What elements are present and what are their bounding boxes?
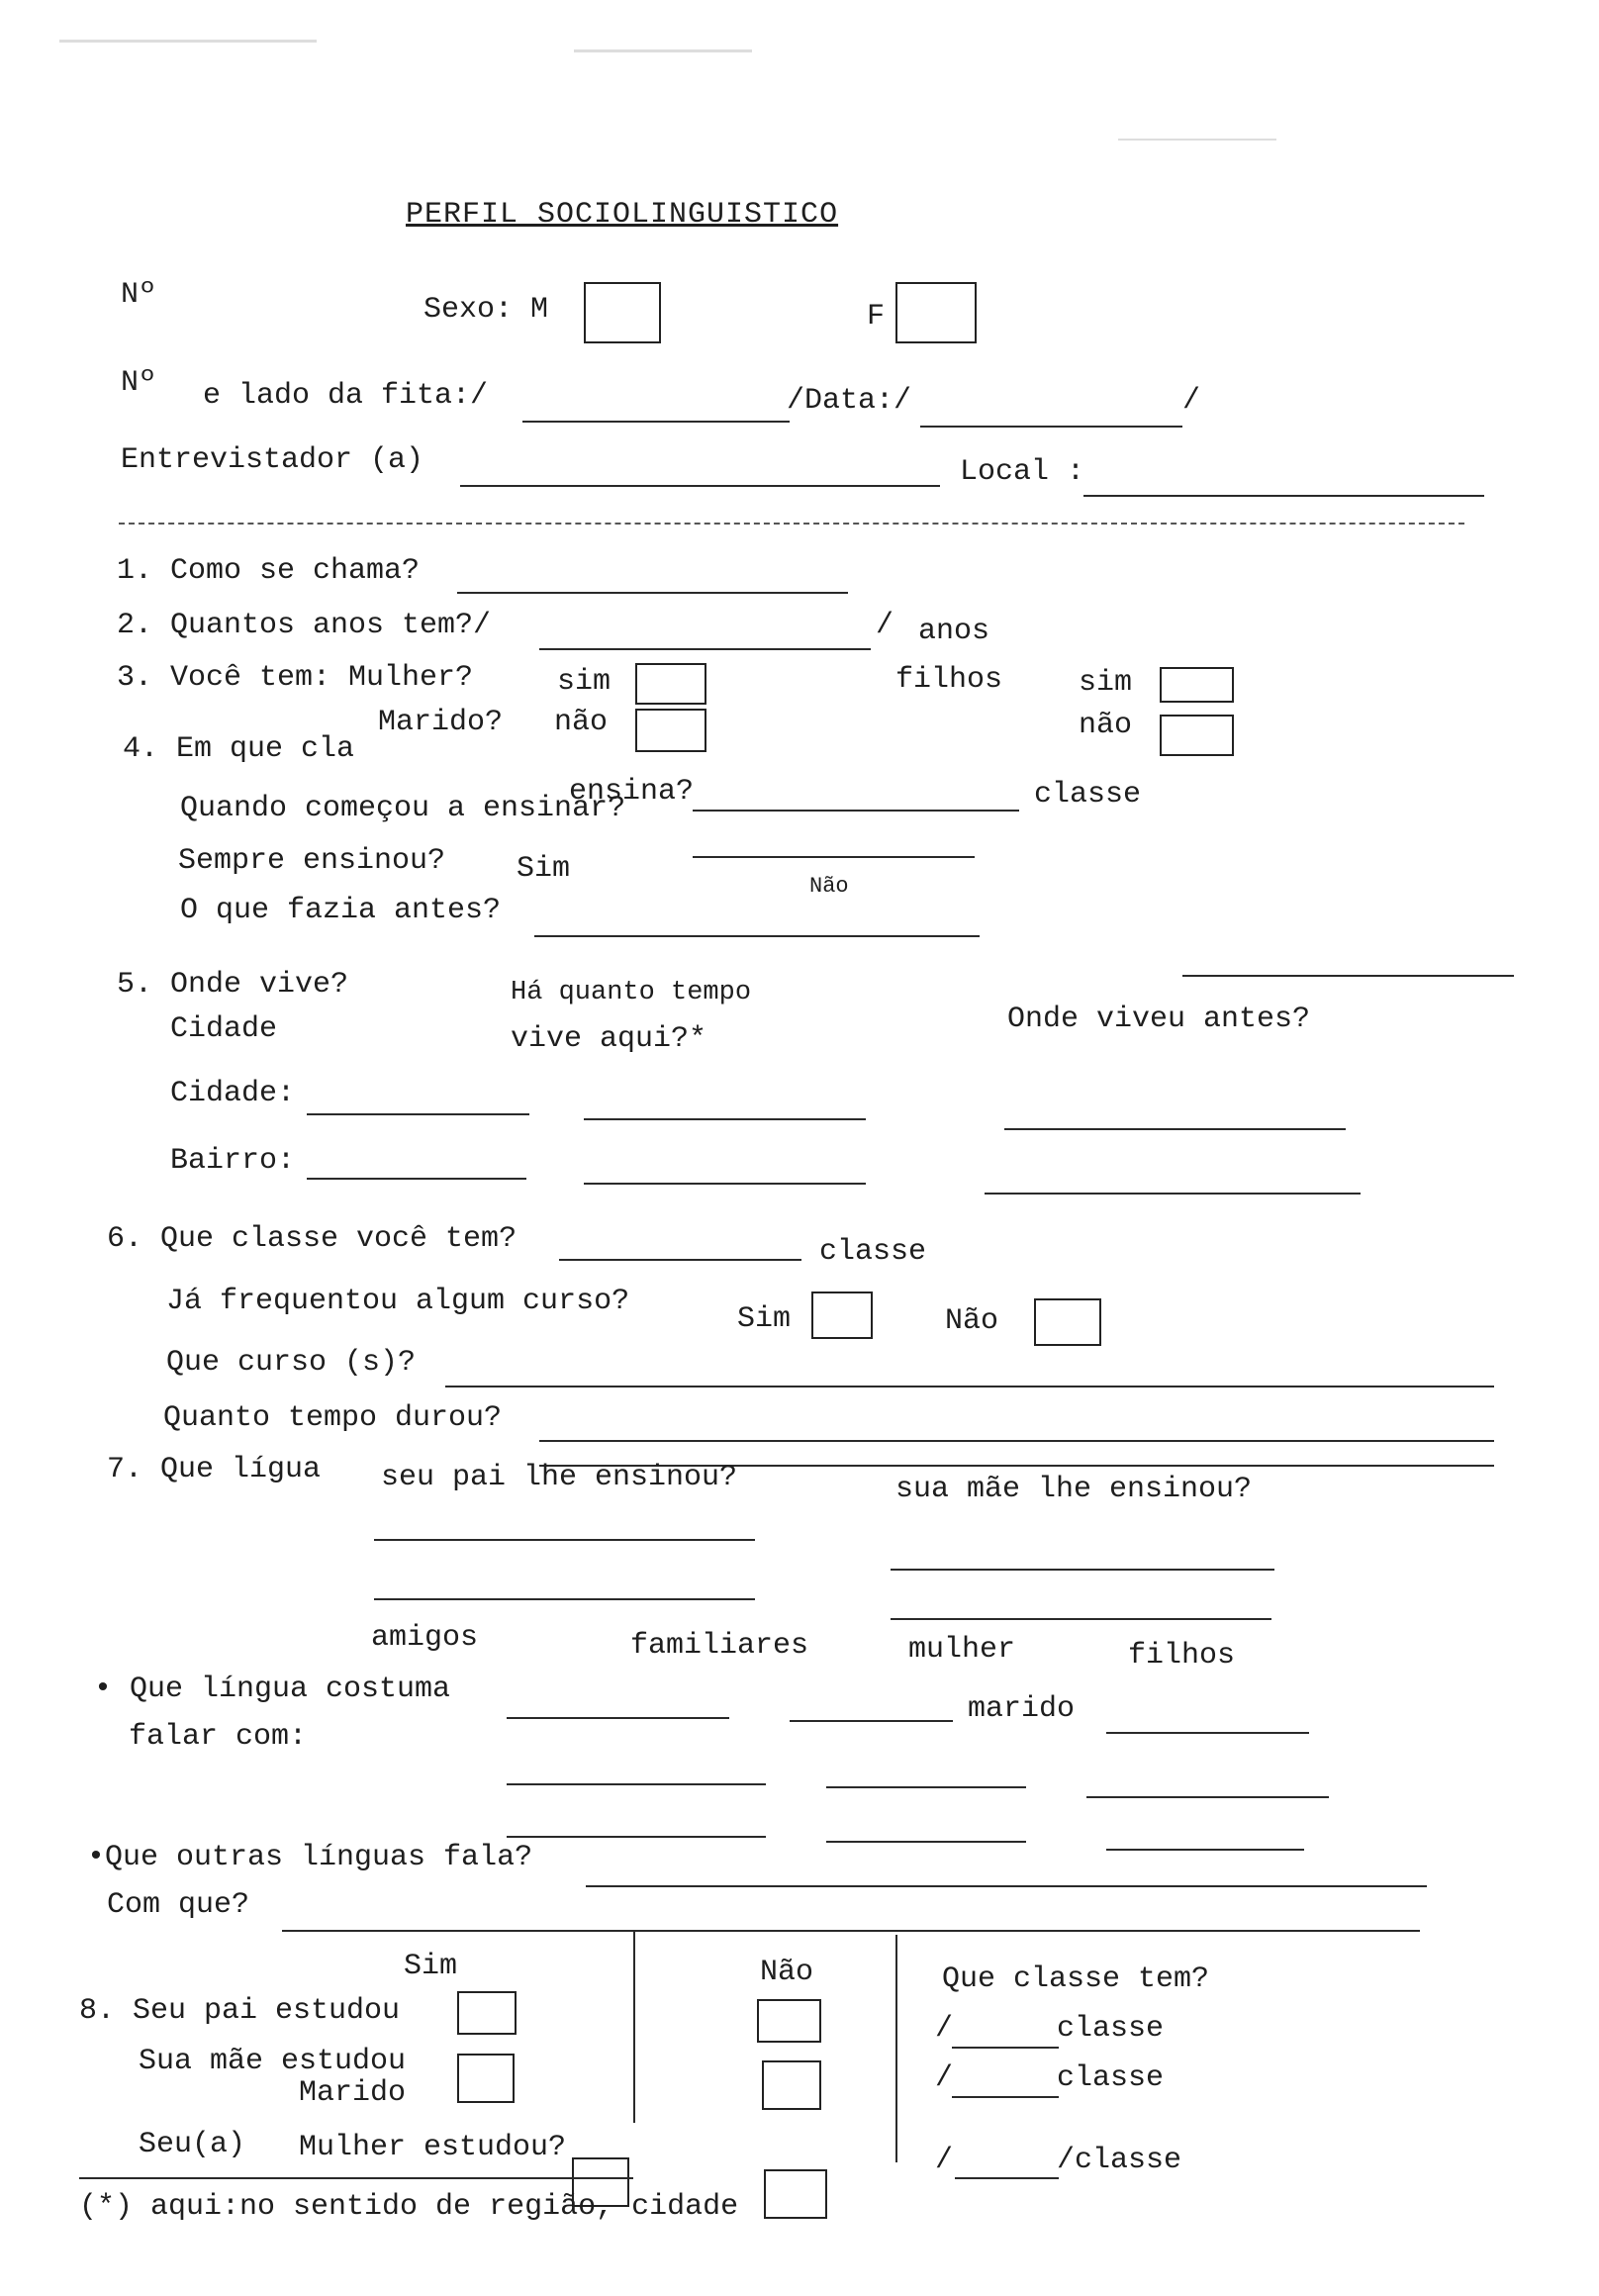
q8-divider-left	[633, 1930, 635, 2123]
q6-sim-checkbox[interactable]	[811, 1292, 873, 1339]
q1-label: 1. Como se chama?	[117, 554, 421, 588]
q7-row2-a[interactable]	[507, 1783, 766, 1785]
q6-classe: classe	[819, 1235, 927, 1269]
tape-number-label: Nº	[121, 366, 157, 400]
q8-divider-right	[895, 1935, 897, 2162]
q7-mulher: mulher	[908, 1633, 1016, 1667]
sex-label: Sexo: M	[423, 293, 549, 327]
q5-cidade-tempo-field[interactable]	[584, 1118, 866, 1120]
q7-mae-field-1[interactable]	[891, 1569, 1274, 1571]
q5-cidade: Cidade:	[170, 1077, 296, 1110]
q6-classe-field[interactable]	[559, 1259, 801, 1261]
q8-mulher-slash: /	[935, 2144, 954, 2177]
q7-pai-field-1[interactable]	[374, 1539, 755, 1541]
interviewer-label: Entrevistador (a)	[121, 443, 424, 477]
q4-nao: Não	[809, 874, 849, 899]
q8-mulher-classe-field[interactable]	[955, 2177, 1059, 2179]
q8-pai-slash: /	[935, 2012, 954, 2046]
q4-antes-field[interactable]	[534, 935, 980, 937]
q8-nao-head: Não	[760, 1956, 814, 1989]
header-divider	[119, 523, 1464, 525]
q7-outras: •Que outras línguas fala?	[87, 1841, 533, 1874]
q5-bairro-tempo-field[interactable]	[584, 1183, 866, 1185]
q2-unit: anos	[918, 615, 990, 648]
q7-row3-b[interactable]	[826, 1841, 1026, 1843]
q8-mae-slash: /	[935, 2061, 954, 2095]
q7-row2-b[interactable]	[826, 1786, 1026, 1788]
q8-seu-a: Seu(a)	[139, 2128, 246, 2161]
q7-row3-c[interactable]	[1106, 1849, 1304, 1851]
q4-sim: Sim	[517, 852, 571, 886]
q5-ha-quanto: Há quanto tempo	[511, 978, 752, 1007]
local-field[interactable]	[1083, 495, 1484, 497]
date-label: /Data:/	[787, 384, 912, 418]
q3-filhos-nao-checkbox[interactable]	[1160, 715, 1234, 756]
q5-top-rule	[1182, 975, 1514, 977]
q8-pai-classe-field[interactable]	[952, 2047, 1059, 2049]
q4-ensina: ensina?	[569, 775, 695, 809]
q5-cidade-antes-field[interactable]	[1004, 1128, 1346, 1130]
q6-label: 6. Que classe você tem?	[107, 1222, 517, 1256]
q5-cidade-head: Cidade	[170, 1012, 278, 1046]
q7-familiares: familiares	[630, 1629, 809, 1663]
q5-onde-antes: Onde viveu antes?	[1007, 1003, 1311, 1036]
page-title: PERFIL SOCIOLINGUISTICO	[406, 198, 839, 232]
q8-marido: Marido	[299, 2076, 407, 2110]
q8-mae-nao-checkbox[interactable]	[762, 2060, 821, 2110]
q8-mulher: Mulher estudou?	[299, 2131, 567, 2164]
q7-row2-c[interactable]	[1086, 1796, 1329, 1798]
q8-pai: 8. Seu pai estudou	[79, 1994, 401, 2028]
q4-classe-field[interactable]	[693, 810, 1019, 812]
q3-label: 3. Você tem: Mulher?	[117, 661, 474, 695]
q6-que-curso: Que curso (s)?	[166, 1346, 417, 1380]
q5-vive-aqui: vive aqui?*	[511, 1022, 707, 1056]
q6-sim: Sim	[737, 1302, 792, 1336]
q7-label: 7. Que lígua	[107, 1453, 322, 1486]
q8-mae-classe: classe	[1057, 2061, 1165, 2095]
q8-mae: Sua mãe estudou	[139, 2045, 407, 2078]
tape-field[interactable]	[522, 421, 790, 423]
q6-tempo-field[interactable]	[539, 1440, 1494, 1442]
q7-com-que-field[interactable]	[282, 1930, 1420, 1932]
q4-classe: classe	[1034, 778, 1142, 812]
q4-antes: O que fazia antes?	[180, 894, 502, 927]
q5-label: 5. Onde vive?	[117, 968, 349, 1002]
number-label: Nº	[121, 278, 157, 312]
sex-m-checkbox[interactable]	[584, 282, 661, 343]
q5-bairro-antes-field[interactable]	[985, 1193, 1361, 1195]
q5-bairro-field[interactable]	[307, 1178, 526, 1180]
scan-noise	[59, 40, 317, 43]
q2-slash: /	[876, 609, 894, 642]
q8-sim-head: Sim	[404, 1950, 458, 1983]
scan-noise	[1118, 139, 1276, 141]
q2-age-field[interactable]	[539, 648, 871, 650]
q7-marido: marido	[968, 1692, 1076, 1726]
footnote: (*) aqui:no sentido de região, cidade	[79, 2190, 739, 2224]
q7-pai: seu pai lhe ensinou?	[381, 1461, 738, 1494]
q8-mae-sim-checkbox[interactable]	[457, 2054, 515, 2103]
q3-filhos-sim-label: sim	[1079, 666, 1133, 700]
q3-sim-label: sim	[557, 665, 611, 699]
q7-row3-a[interactable]	[507, 1836, 766, 1838]
q6-quanto-tempo: Quanto tempo durou?	[163, 1401, 503, 1435]
q8-mulher-classe: /classe	[1057, 2144, 1182, 2177]
date-end-slash: /	[1182, 384, 1201, 418]
q4-quando: Quando começou a ensinar?	[180, 792, 626, 825]
q8-bottom-rule	[79, 2177, 633, 2179]
q3-sim-checkbox[interactable]	[635, 663, 706, 705]
q7-falar-com: falar com:	[129, 1720, 308, 1754]
q8-mae-classe-field[interactable]	[952, 2096, 1059, 2098]
q6-curso-question: Já frequentou algum curso?	[166, 1285, 630, 1318]
q3-marido-label: Marido?	[378, 706, 504, 739]
q8-pai-nao-checkbox[interactable]	[757, 1999, 821, 2043]
q7-filhos: filhos	[1128, 1639, 1236, 1673]
q6-nao: Não	[945, 1304, 999, 1338]
q8-classe-head: Que classe tem?	[942, 1962, 1210, 1996]
q7-amigos: amigos	[371, 1621, 479, 1655]
q6-curso-field[interactable]	[445, 1386, 1494, 1387]
q3-filhos-nao-label: não	[1079, 709, 1133, 742]
q7-mae-field-2[interactable]	[891, 1618, 1271, 1620]
interviewer-field[interactable]	[460, 485, 940, 487]
date-field[interactable]	[920, 426, 1182, 428]
q4-sempre: Sempre ensinou?	[178, 844, 446, 878]
tape-side-label: e lado da fita:/	[203, 379, 489, 413]
q4-label: 4. Em que cla	[123, 732, 355, 766]
local-label: Local :	[960, 455, 1085, 489]
q7-amigos-field[interactable]	[507, 1717, 729, 1719]
q3-filhos-label: filhos	[895, 663, 1003, 697]
q2-label: 2. Quantos anos tem?/	[117, 609, 492, 642]
q7-com-que: Com que?	[107, 1888, 250, 1922]
q1-name-field[interactable]	[457, 592, 848, 594]
sex-f-label: F	[867, 300, 886, 334]
q4-sempre-field[interactable]	[693, 856, 975, 858]
q8-mulher-nao-checkbox[interactable]	[764, 2169, 827, 2219]
q7-mae: sua mãe lhe ensinou?	[895, 1473, 1253, 1506]
q3-filhos-sim-checkbox[interactable]	[1160, 667, 1234, 703]
q6-nao-checkbox[interactable]	[1034, 1298, 1101, 1346]
q7-familiares-field[interactable]	[790, 1720, 953, 1722]
q8-pai-classe: classe	[1057, 2012, 1165, 2046]
q8-pai-sim-checkbox[interactable]	[457, 1991, 517, 2035]
q7-outras-field[interactable]	[586, 1885, 1427, 1887]
scan-noise	[574, 49, 752, 52]
sex-f-checkbox[interactable]	[895, 282, 977, 343]
q7-filhos-field[interactable]	[1106, 1732, 1309, 1734]
q5-cidade-field[interactable]	[307, 1113, 529, 1115]
q3-nao-checkbox[interactable]	[635, 709, 706, 752]
q3-nao-label: não	[554, 706, 609, 739]
q7-pai-field-2[interactable]	[374, 1598, 755, 1600]
q5-bairro: Bairro:	[170, 1144, 296, 1178]
q7-costuma: • Que língua costuma	[94, 1673, 451, 1706]
